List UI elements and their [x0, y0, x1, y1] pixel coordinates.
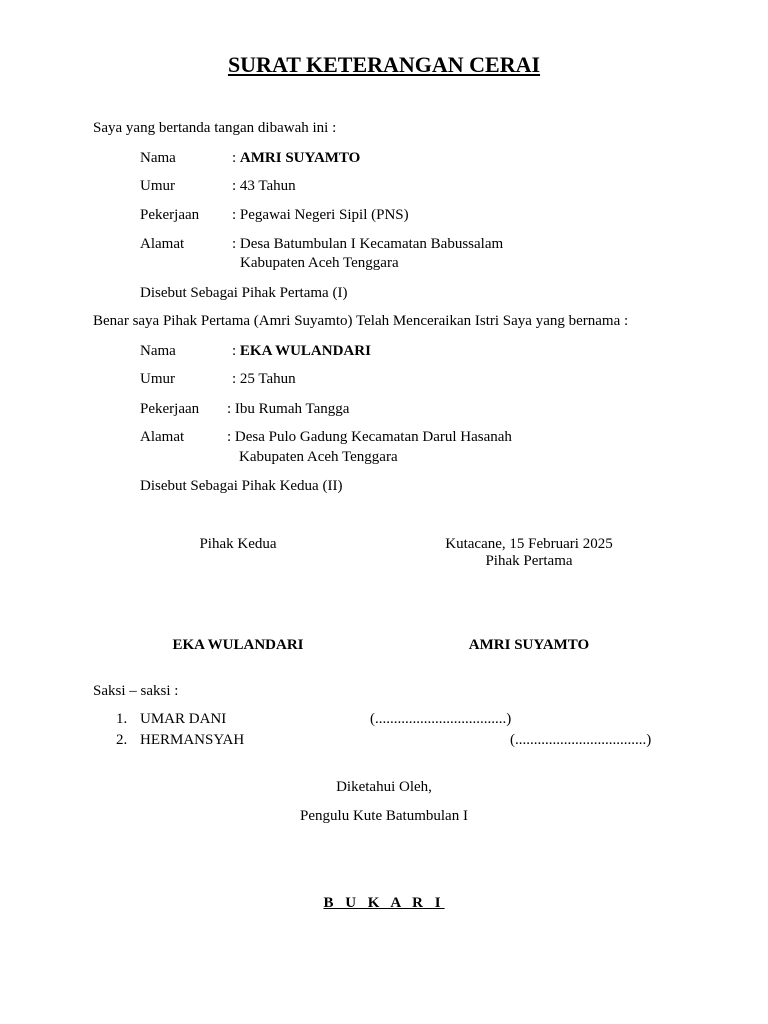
party2-name-value: EKA WULANDARI — [239, 343, 371, 359]
party2-job-value: : Ibu Rumah Tangga — [227, 401, 350, 417]
party1-name-label: Nama — [140, 150, 176, 166]
party1-job-value: : Pegawai Negeri Sipil (PNS) — [232, 207, 409, 223]
party1-address-line1: : Desa Batumbulan I Kecamatan Babussalam — [232, 236, 504, 252]
party2-name-label: Nama — [140, 343, 176, 359]
witness-1-signature-line: (...................................) — [370, 711, 512, 727]
party1-age-label: Umur — [140, 178, 175, 194]
witness-2-signature-line: (...................................) — [510, 732, 652, 748]
acknowledged-by: Diketahui Oleh, — [336, 779, 432, 795]
party1-address-line2: Kabupaten Aceh Tenggara — [240, 255, 399, 271]
party2-name-row: : EKA WULANDARI — [232, 343, 371, 359]
witnesses-heading: Saksi – saksi : — [93, 683, 179, 699]
right-role: Pihak Pertama — [485, 553, 573, 569]
party1-name-row: : AMRI SUYAMTO — [232, 150, 361, 166]
witness-2-name: HERMANSYAH — [140, 732, 245, 748]
place-date: Kutacane, 15 Februari 2025 — [445, 536, 613, 552]
acknowledger-title: Pengulu Kute Batumbulan I — [300, 808, 468, 824]
party2-address-line1: : Desa Pulo Gadung Kecamatan Darul Hasanah — [227, 429, 512, 445]
party2-designation: Disebut Sebagai Pihak Kedua (II) — [140, 478, 343, 494]
party1-job-label: Pekerjaan — [140, 207, 200, 223]
witness-1-name: UMAR DANI — [140, 711, 227, 727]
party1-address-label: Alamat — [140, 236, 185, 252]
intro-text: Saya yang bertanda tangan dibawah ini : — [93, 120, 337, 136]
party2-address-line2: Kabupaten Aceh Tenggara — [239, 449, 398, 465]
party1-age-value: : 43 Tahun — [232, 178, 296, 194]
document-title: SURAT KETERANGAN CERAI — [227, 52, 541, 77]
party2-age-label: Umur — [140, 371, 175, 387]
statement-text: Benar saya Pihak Pertama (Amri Suyamto) Telah Menceraikan Istri Saya yang bernama : — [93, 313, 629, 329]
witness-1-number: 1. — [116, 711, 128, 727]
party2-job-label: Pekerjaan — [140, 401, 200, 417]
right-signatory-name: AMRI SUYAMTO — [468, 637, 590, 653]
left-role: Pihak Kedua — [199, 536, 277, 552]
witness-2-number: 2. — [116, 732, 128, 748]
party1-designation: Disebut Sebagai Pihak Pertama (I) — [140, 285, 348, 301]
left-signatory-name: EKA WULANDARI — [172, 637, 304, 653]
acknowledger-name: B U K A R I — [323, 895, 445, 911]
party1-name-value: AMRI SUYAMTO — [239, 150, 361, 166]
party2-age-value: : 25 Tahun — [232, 371, 296, 387]
party2-address-label: Alamat — [140, 429, 185, 445]
